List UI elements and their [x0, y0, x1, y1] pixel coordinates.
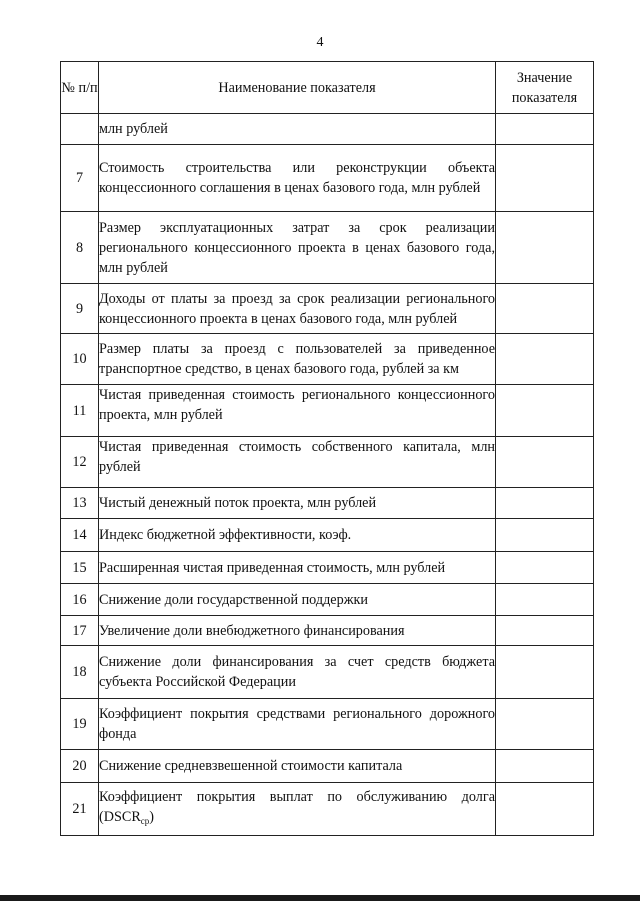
row-value	[496, 145, 594, 212]
table-row	[61, 750, 594, 783]
table-row	[61, 552, 594, 584]
row-name: Индекс бюджетной эффективности, коэф.	[99, 519, 496, 552]
row-value	[496, 519, 594, 552]
table-row	[61, 488, 594, 519]
row-name: Снижение доли финансирования за счет средств бюджета субъекта Российской Федерации	[99, 646, 496, 699]
row-value	[496, 699, 594, 750]
header-value: Значение показателя	[496, 62, 594, 114]
row-value	[496, 584, 594, 616]
row-value	[496, 212, 594, 284]
table-row	[61, 114, 594, 145]
table-row	[61, 145, 594, 212]
table-row	[61, 385, 594, 437]
row-number: 12	[61, 437, 99, 488]
table-row	[61, 584, 594, 616]
table-row	[61, 519, 594, 552]
row-value	[496, 385, 594, 437]
dscr-subscript: ср	[140, 816, 150, 826]
table-row	[61, 783, 594, 836]
header-number: № п/п	[61, 62, 99, 114]
row-number: 8	[61, 212, 99, 284]
row-number: 14	[61, 519, 99, 552]
row-number	[61, 114, 99, 145]
dscr-suffix: )	[149, 809, 155, 825]
row-value	[496, 488, 594, 519]
row-value	[496, 750, 594, 783]
row-number: 19	[61, 699, 99, 750]
row-value	[496, 437, 594, 488]
indicators-table	[60, 61, 594, 836]
table-header-row	[61, 62, 594, 114]
row-name: Расширенная чистая приведенная стоимость, млн рублей	[99, 552, 496, 584]
bottom-scan-edge	[0, 895, 640, 901]
row-number: 7	[61, 145, 99, 212]
row-name: Стоимость строительства или реконструкции объекта концессионного соглашения в ценах базового года, млн рублей	[99, 145, 496, 212]
table-row	[61, 699, 594, 750]
table-row	[61, 646, 594, 699]
row-name: Доходы от платы за проезд за срок реализации регионального концессионного проекта в ценах базового года, млн рублей	[99, 284, 496, 334]
row-number: 18	[61, 646, 99, 699]
row-value	[496, 284, 594, 334]
row-name: Снижение доли государственной поддержки	[99, 584, 496, 616]
row-name: Размер эксплуатационных затрат за срок реализации регионального концессионного проекта в ценах базового года, млн рублей	[99, 212, 496, 284]
table-row	[61, 616, 594, 646]
row-value	[496, 114, 594, 145]
row-value	[496, 552, 594, 584]
row-number: 21	[61, 783, 99, 836]
row-value	[496, 783, 594, 836]
row-number: 11	[61, 385, 99, 437]
page-number: 4	[316, 35, 324, 50]
row-name: Увеличение доли внебюджетного финансирования	[99, 616, 496, 646]
row-number: 13	[61, 488, 99, 519]
header-name: Наименование показателя	[99, 62, 496, 114]
row-value	[496, 616, 594, 646]
row-number: 17	[61, 616, 99, 646]
row-name: Чистая приведенная стоимость регионального концессионного проекта, млн рублей	[99, 385, 496, 437]
row-name: Чистая приведенная стоимость собственного капитала, млн рублей	[99, 437, 496, 488]
row-number: 16	[61, 584, 99, 616]
table-row	[61, 212, 594, 284]
row-name: Чистый денежный поток проекта, млн рублей	[99, 488, 496, 519]
table-row	[61, 437, 594, 488]
row-value	[496, 334, 594, 385]
row-number: 15	[61, 552, 99, 584]
row-name: Размер платы за проезд с пользователей за приведенное транспортное средство, в ценах базового года, рублей за км	[99, 334, 496, 385]
row-number: 9	[61, 284, 99, 334]
dscr-text: Коэффициент покрытия выплат по обслуживанию долга (DSCR	[99, 789, 495, 825]
table-row	[61, 284, 594, 334]
row-value	[496, 646, 594, 699]
row-name: млн рублей	[99, 114, 496, 145]
row-name	[99, 783, 496, 836]
row-name: Снижение средневзвешенной стоимости капитала	[99, 750, 496, 783]
row-number: 20	[61, 750, 99, 783]
row-name: Коэффициент покрытия средствами регионального дорожного фонда	[99, 699, 496, 750]
row-number: 10	[61, 334, 99, 385]
table-row	[61, 334, 594, 385]
